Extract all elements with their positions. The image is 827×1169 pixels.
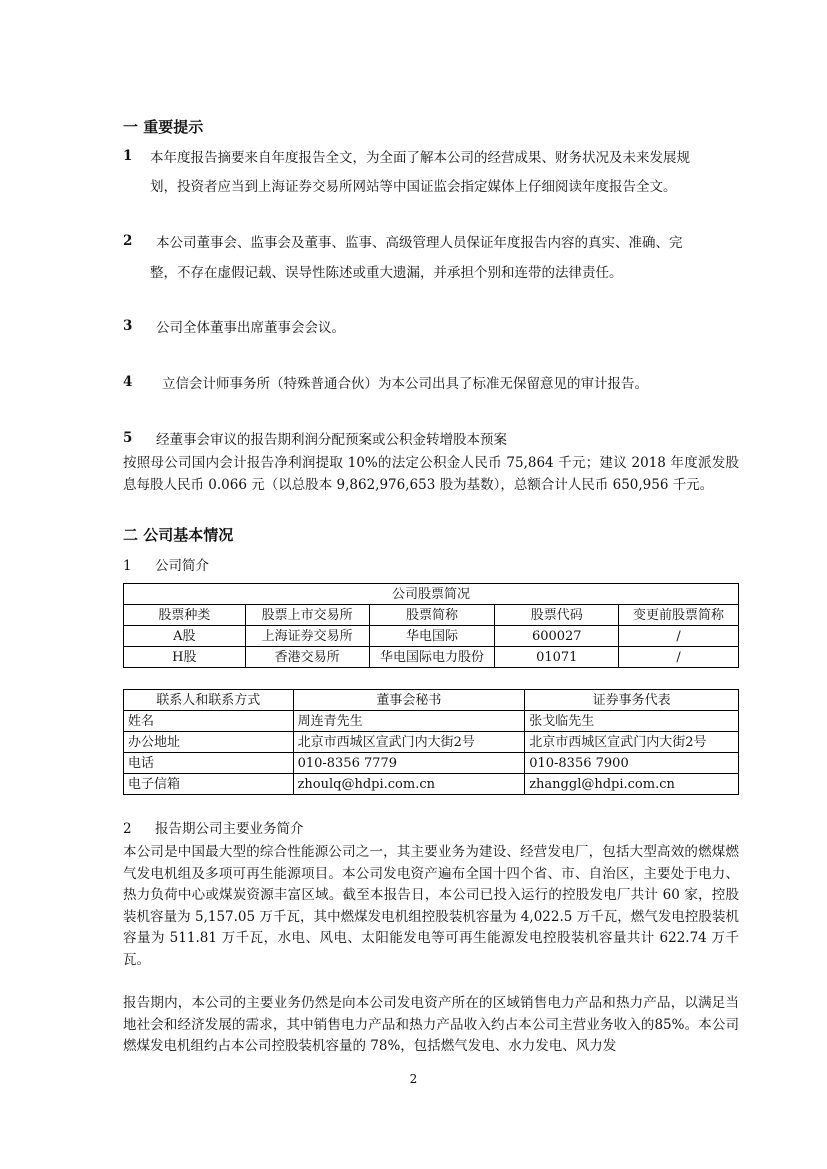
section-title-important-notes: 一 重要提示 [123,118,204,136]
item-number: 5 [123,430,133,446]
table-cell: zhoulq@hdpi.com.cn [293,774,525,795]
page-number: 2 [409,1072,418,1086]
table-cell: 张戈临先生 [525,711,739,732]
header-cell: 股票种类 [124,605,246,626]
header-cell: 变更前股票简称 [619,605,739,626]
table-caption: 公司股票简况 [124,584,739,605]
table-cell: 北京市西城区宣武门内大街2号 [293,732,525,753]
business-main-paragraph: 报告期内，本公司的主要业务仍然是向本公司发电资产所在的区域销售电力产品和热力产品，以满足当地社会和经济发展的需求，其中销售电力产品和热力产品收入约占本公司主营业务收入的85%。本公司燃煤发电机组约占本公司控股装机容量的 78%，包括燃气发电、水力发电、风力发 [123,995,739,1054]
business-overview-paragraph: 本公司是中国最大型的综合性能源公司之一，其主要业务为建设、经营发电厂，包括大型高效的燃煤燃气发电机组及多项可再生能源项目。本公司发电资产遍布全国十四个省、市、自治区，主要处于电力、热力负荷中心或煤炭资源丰富区域。截至本报告日，本公司已投入运行的控股发电厂共计 60 家，控股装机容量为 5,157.05 万千瓦，其中燃煤发电机组控股装机容量为 4,022.5 万千瓦，燃气发电控股装机容量为 511.81 万千瓦，水电、风电、太阳能发电等可再生能源发电控股装机容量共计 622.74 万千瓦。 [123,844,739,968]
profit-distribution-text: 按照母公司国内会计报告净利润提取 10%的法定公积金人民币 75,864 千元；建议 2018 年度派发股息每股人民币 0.066 元（以总股本 9,862,976,653 股为基数），总额合计人民币 650,956 千元。 [123,455,739,493]
table-row [124,647,739,668]
table-row [124,753,739,774]
table-row [124,711,739,732]
table-cell: / [619,647,739,668]
table-cell: 600027 [495,626,619,647]
item-text: 整，不存在虚假记载、误导性陈述或重大遗漏，并承担个别和连带的法律责任。 [150,265,623,281]
item-number: 4 [123,374,133,390]
header-cell: 股票代码 [495,605,619,626]
table-cell: / [619,626,739,647]
section-title-company-info: 二 公司基本情况 [123,526,234,544]
header-cell: 联系人和联系方式 [124,690,294,711]
stock-info-table [123,583,739,668]
table-row [124,774,739,795]
subsection-title: 公司简介 [155,558,209,574]
item-text: 公司全体董事出席董事会会议。 [156,320,345,336]
table-cell: 香港交易所 [245,647,369,668]
table-cell: 周连青先生 [293,711,525,732]
table-cell: 北京市西城区宣武门内大街2号 [525,732,739,753]
table-cell: 上海证券交易所 [245,626,369,647]
table-cell: 010-8356 7900 [525,753,739,774]
table-cell: zhanggl@hdpi.com.cn [525,774,739,795]
table-cell: 姓名 [124,711,294,732]
item-number: 1 [123,148,133,164]
subsection-number: 2 [123,821,132,837]
contact-info-table [123,689,739,795]
item-number: 2 [123,233,133,249]
table-cell: 华电国际 [369,626,495,647]
header-cell: 股票简称 [369,605,495,626]
item-text: 立信会计师事务所（特殊普通合伙）为本公司出具了标准无保留意见的审计报告。 [162,376,648,392]
table-cell: 电话 [124,753,294,774]
subsection-number: 1 [123,558,132,574]
header-cell: 证券事务代表 [525,690,739,711]
table-cell: 电子信箱 [124,774,294,795]
table-cell: 华电国际电力股份 [369,647,495,668]
header-cell: 股票上市交易所 [245,605,369,626]
table-row [124,732,739,753]
header-cell: 董事会秘书 [293,690,525,711]
table-cell: H股 [124,647,246,668]
table-cell: 办公地址 [124,732,294,753]
item-text: 划，投资者应当到上海证券交易所网站等中国证监会指定媒体上仔细阅读年度报告全文。 [150,179,677,195]
table-row [124,626,739,647]
table-header-row [124,605,739,626]
item-number: 3 [123,318,133,334]
item-text: 本公司董事会、监事会及董事、监事、高级管理人员保证年度报告内容的真实、准确、完 [156,235,683,251]
table-cell: 01071 [495,647,619,668]
table-header-row [124,690,739,711]
item-text: 本年度报告摘要来自年度报告全文，为全面了解本公司的经营成果、财务状况及未来发展规 [150,150,690,166]
item-text: 经董事会审议的报告期利润分配预案或公积金转增股本预案 [156,432,507,448]
subsection-title: 报告期公司主要业务简介 [155,821,304,837]
table-cell: A股 [124,626,246,647]
table-cell: 010-8356 7779 [293,753,525,774]
